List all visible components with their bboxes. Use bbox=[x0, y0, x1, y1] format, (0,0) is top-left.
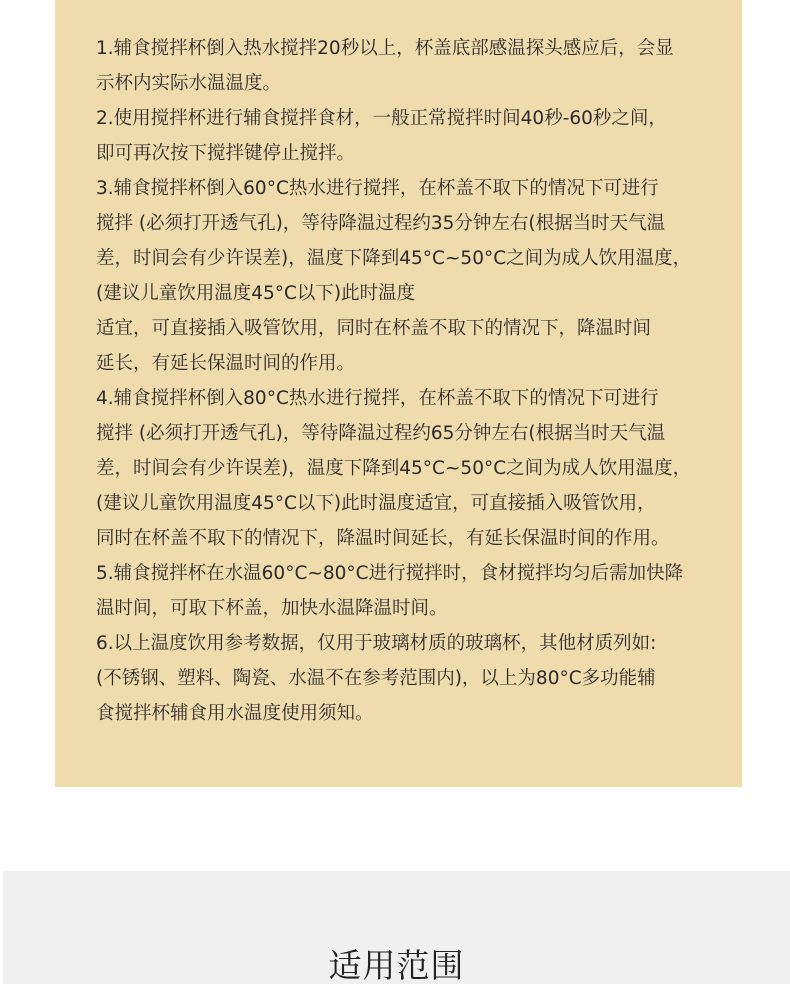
note-line: (不锈钢、塑料、陶瓷、水温不在参考范围内)，以上为80°C多功能辅 bbox=[96, 668, 656, 689]
note-line: 同时在杯盖不取下的情况下，降温时间延长，有延长保温时间的作用。 bbox=[96, 528, 670, 549]
note-line: 5.辅食搅拌杯在水温60°C~80°C进行搅拌时，食材搅拌均匀后需加快降 bbox=[96, 563, 684, 584]
note-line: 延长，有延长保温时间的作用。 bbox=[96, 353, 356, 374]
note-line: 即可再次按下搅拌键停止搅拌。 bbox=[96, 143, 356, 164]
note-line: 食搅拌杯辅食用水温度使用须知。 bbox=[96, 703, 374, 724]
note-line: 4.辅食搅拌杯倒入80°C热水进行搅拌，在杯盖不取下的情况下可进行 bbox=[96, 388, 659, 409]
note-line: 6.以上温度饮用参考数据，仅用于玻璃材质的玻璃杯，其他材质列如: bbox=[96, 633, 657, 654]
note-line: 3.辅食搅拌杯倒入60°C热水进行搅拌，在杯盖不取下的情况下可进行 bbox=[96, 178, 659, 199]
note-line: 搅拌 (必须打开透气孔)，等待降温过程约35分钟左右(根据当时天气温 bbox=[96, 213, 666, 234]
note-line: 差，时间会有少许误差)，温度下降到45°C~50°C之间为成人饮用温度， bbox=[96, 248, 692, 269]
note-line: 适宜，可直接插入吸管饮用，同时在杯盖不取下的情况下，降温时间 bbox=[96, 318, 652, 339]
note-line: 1.辅食搅拌杯倒入热水搅拌20秒以上，杯盖底部感温探头感应后，会显 bbox=[96, 38, 674, 59]
note-line: 温时间，可取下杯盖，加快水温降温时间。 bbox=[96, 598, 448, 619]
note-line: (建议儿童饮用温度45°C以下)此时温度适宜，可直接插入吸管饮用， bbox=[96, 493, 656, 514]
scope-section bbox=[3, 871, 790, 984]
note-line: 差，时间会有少许误差)，温度下降到45°C~50°C之间为成人饮用温度， bbox=[96, 458, 692, 479]
note-line: (建议儿童饮用温度45°C以下)此时温度 bbox=[96, 283, 416, 304]
section-title: 适用范围 bbox=[328, 946, 465, 984]
note-line: 搅拌 (必须打开透气孔)，等待降温过程约65分钟左右(根据当时天气温 bbox=[96, 423, 666, 444]
usage-notes-panel bbox=[55, 0, 742, 787]
note-line: 示杯内实际水温温度。 bbox=[96, 73, 282, 94]
note-line: 2.使用搅拌杯进行辅食搅拌食材，一般正常搅拌时间40秒-60秒之间， bbox=[96, 108, 667, 129]
